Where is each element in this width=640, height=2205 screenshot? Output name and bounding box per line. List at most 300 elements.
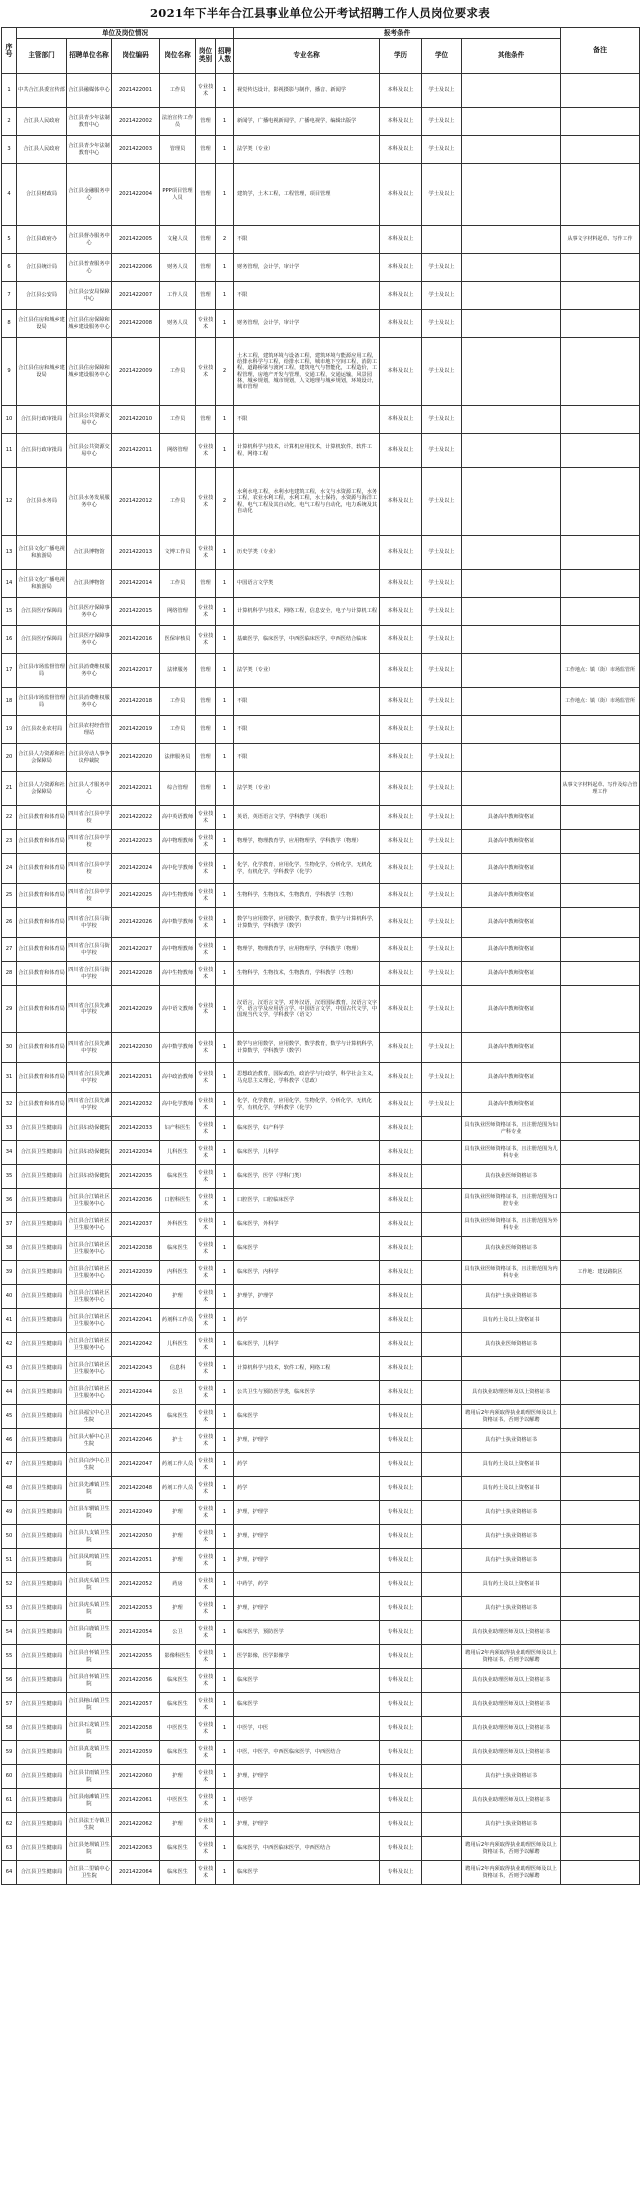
cell-seq: 49: [2, 1501, 17, 1525]
cell-seq: 44: [2, 1381, 17, 1405]
cell-num: 1: [216, 310, 234, 338]
cell-num: 1: [216, 108, 234, 136]
cell-major: 药学: [234, 1309, 380, 1333]
cell-code: 2021422020: [112, 744, 160, 772]
cell-degree: [422, 1549, 462, 1573]
table-row: [2, 1063, 640, 1093]
table-row: [2, 688, 640, 716]
cell-code: 2021422007: [112, 282, 160, 310]
cell-major: 临床医学，外科学: [234, 1213, 380, 1237]
cell-unit: 合江县自怀镇卫生院: [67, 1645, 112, 1669]
cell-edu: 本科及以上: [380, 626, 422, 654]
cell-degree: 学士及以上: [422, 108, 462, 136]
table-row: [2, 1717, 640, 1741]
cell-seq: 50: [2, 1525, 17, 1549]
cell-dept: 合江县卫生健康局: [17, 1789, 67, 1813]
cell-degree: 学士及以上: [422, 1063, 462, 1093]
table-row: [2, 1669, 640, 1693]
cell-other: 具备高中教师资格证: [462, 884, 561, 908]
cell-unit: 合江县榕山镇卫生院: [67, 1693, 112, 1717]
cell-other: 具备高中教师资格证: [462, 806, 561, 830]
table-row: [2, 1405, 640, 1429]
cell-notes: [561, 1237, 640, 1261]
cell-degree: 学士及以上: [422, 406, 462, 434]
cell-post: 高中数学教师: [160, 1033, 196, 1063]
cell-degree: 学士及以上: [422, 806, 462, 830]
cell-ptype: 专业技术: [196, 1141, 216, 1165]
cell-other: 具有执业助理医师及以上资格证书: [462, 1717, 561, 1741]
cell-other: 具有执业医师资格证书，且注册范围为口腔专业: [462, 1189, 561, 1213]
cell-post: 临床医生: [160, 1861, 196, 1885]
cell-other: 聘用后2年内须取得执业助理医师及以上资格证书，否则予以解聘: [462, 1405, 561, 1429]
cell-unit: 合江县妇幼保健院: [67, 1165, 112, 1189]
cell-dept: 合江县人力资源和社会保障局: [17, 772, 67, 806]
job-requirements-table: [1, 27, 640, 1885]
cell-seq: 34: [2, 1141, 17, 1165]
cell-num: 1: [216, 688, 234, 716]
table-row: [2, 1573, 640, 1597]
cell-major: 数学与应用数学，应用数学，数学教育，数学与计算机科学，计算数学，学科教学（数学）: [234, 908, 380, 938]
cell-other: 具有药士及以上资格证书: [462, 1453, 561, 1477]
cell-post: 法治宣传工作员: [160, 108, 196, 136]
cell-other: [462, 1357, 561, 1381]
cell-num: 1: [216, 716, 234, 744]
cell-edu: 本科及以上: [380, 1189, 422, 1213]
cell-num: 1: [216, 1237, 234, 1261]
cell-code: 2021422005: [112, 226, 160, 254]
cell-major: 化学，化学教育，应用化学，生物化学，分析化学，无机化学，有机化学，学科教学（化学）: [234, 1093, 380, 1117]
cell-ptype: 专业技术: [196, 938, 216, 962]
cell-code: 2021422058: [112, 1717, 160, 1741]
cell-notes: [561, 406, 640, 434]
table-row: [2, 1741, 640, 1765]
cell-notes: [561, 1285, 640, 1309]
cell-code: 2021422031: [112, 1063, 160, 1093]
col-header-num: 招聘人数: [216, 39, 234, 74]
cell-seq: 42: [2, 1333, 17, 1357]
cell-ptype: 专业技术: [196, 884, 216, 908]
cell-num: 1: [216, 1333, 234, 1357]
cell-other: 具备高中教师资格证: [462, 1033, 561, 1063]
cell-notes: [561, 716, 640, 744]
cell-code: 2021422039: [112, 1261, 160, 1285]
cell-num: 1: [216, 626, 234, 654]
cell-code: 2021422048: [112, 1477, 160, 1501]
cell-edu: 专科及以上: [380, 1765, 422, 1789]
cell-dept: 合江县水务局: [17, 468, 67, 536]
cell-degree: 学士及以上: [422, 1033, 462, 1063]
cell-code: 2021422014: [112, 570, 160, 598]
cell-notes: [561, 164, 640, 226]
cell-notes: [561, 908, 640, 938]
table-row: [2, 908, 640, 938]
cell-major: 中医学: [234, 1789, 380, 1813]
cell-major: 法学类（专业）: [234, 772, 380, 806]
cell-notes: [561, 1813, 640, 1837]
cell-edu: 专科及以上: [380, 1645, 422, 1669]
cell-notes: [561, 884, 640, 908]
cell-num: 1: [216, 570, 234, 598]
cell-post: 高中语文教师: [160, 986, 196, 1033]
cell-post: 财务人员: [160, 254, 196, 282]
cell-num: 1: [216, 1621, 234, 1645]
cell-num: 1: [216, 1165, 234, 1189]
table-row: [2, 654, 640, 688]
cell-degree: 学士及以上: [422, 626, 462, 654]
cell-code: 2021422009: [112, 338, 160, 406]
cell-num: 1: [216, 1861, 234, 1885]
cell-dept: 合江县教育和体育局: [17, 962, 67, 986]
cell-post: 管理员: [160, 136, 196, 164]
cell-edu: 本科及以上: [380, 1213, 422, 1237]
cell-major: 英语，英语语言文学，学科教学（英语）: [234, 806, 380, 830]
cell-major: 护理，护理学: [234, 1549, 380, 1573]
cell-degree: 学士及以上: [422, 908, 462, 938]
cell-other: 具备高中教师资格证: [462, 962, 561, 986]
table-row: [2, 1189, 640, 1213]
cell-code: 2021422003: [112, 136, 160, 164]
cell-ptype: 专业技术: [196, 1333, 216, 1357]
cell-edu: 本科及以上: [380, 716, 422, 744]
cell-post: 公卫: [160, 1621, 196, 1645]
cell-ptype: 专业技术: [196, 1813, 216, 1837]
cell-code: 2021422025: [112, 884, 160, 908]
cell-ptype: 管理: [196, 164, 216, 226]
cell-seq: 48: [2, 1477, 17, 1501]
cell-unit: 合江县真龙镇卫生院: [67, 1741, 112, 1765]
cell-notes: [561, 1063, 640, 1093]
cell-ptype: 专业技术: [196, 598, 216, 626]
cell-unit: 合江县医疗保障事务中心: [67, 598, 112, 626]
cell-ptype: 专业技术: [196, 1669, 216, 1693]
cell-major: 公共卫生与预防医学类，临床医学: [234, 1381, 380, 1405]
cell-edu: 本科及以上: [380, 136, 422, 164]
cell-seq: 37: [2, 1213, 17, 1237]
cell-post: 护理: [160, 1813, 196, 1837]
cell-num: 1: [216, 1309, 234, 1333]
cell-other: 具有药士及以上资格证书: [462, 1309, 561, 1333]
cell-code: 2021422042: [112, 1333, 160, 1357]
cell-ptype: 管理: [196, 282, 216, 310]
cell-major: 临床医学: [234, 1669, 380, 1693]
cell-ptype: 专业技术: [196, 1837, 216, 1861]
cell-degree: 学士及以上: [422, 536, 462, 570]
cell-ptype: 专业技术: [196, 1285, 216, 1309]
cell-num: 1: [216, 1693, 234, 1717]
cell-other: [462, 406, 561, 434]
cell-other: [462, 338, 561, 406]
table-row: [2, 406, 640, 434]
cell-edu: 本科及以上: [380, 310, 422, 338]
col-header-major: 专业名称: [234, 39, 380, 74]
cell-code: 2021422034: [112, 1141, 160, 1165]
cell-notes: [561, 1309, 640, 1333]
table-row: [2, 310, 640, 338]
cell-seq: 21: [2, 772, 17, 806]
cell-dept: 合江县卫生健康局: [17, 1333, 67, 1357]
cell-post: 临床医生: [160, 1165, 196, 1189]
cell-notes: 工作地点：镇（街）市场监管所: [561, 654, 640, 688]
cell-unit: 合江县甘雨镇卫生院: [67, 1765, 112, 1789]
cell-seq: 12: [2, 468, 17, 536]
cell-num: 1: [216, 1453, 234, 1477]
cell-seq: 24: [2, 854, 17, 884]
cell-dept: 合江县教育和体育局: [17, 830, 67, 854]
cell-notes: [561, 1453, 640, 1477]
cell-post: 工作人员: [160, 282, 196, 310]
cell-major: 临床医学，妇产科学: [234, 1117, 380, 1141]
cell-code: 2021422062: [112, 1813, 160, 1837]
cell-code: 2021422027: [112, 938, 160, 962]
cell-post: 中医医生: [160, 1789, 196, 1813]
cell-code: 2021422033: [112, 1117, 160, 1141]
cell-code: 2021422012: [112, 468, 160, 536]
cell-major: 临床医学: [234, 1405, 380, 1429]
cell-edu: 本科及以上: [380, 468, 422, 536]
cell-major: 药学: [234, 1453, 380, 1477]
group-header-unit-info: 单位及岗位情况: [17, 28, 234, 39]
cell-ptype: 专业技术: [196, 1093, 216, 1117]
cell-notes: [561, 1789, 640, 1813]
cell-unit: 合江县虎头镇卫生院: [67, 1573, 112, 1597]
cell-notes: [561, 1405, 640, 1429]
cell-unit: 合江县公共资源交易中心: [67, 406, 112, 434]
cell-unit: 合江县虎头镇卫生院: [67, 1597, 112, 1621]
cell-seq: 51: [2, 1549, 17, 1573]
cell-seq: 56: [2, 1669, 17, 1693]
cell-major: 临床医学: [234, 1237, 380, 1261]
cell-ptype: 专业技术: [196, 1213, 216, 1237]
cell-notes: [561, 74, 640, 108]
cell-edu: 本科及以上: [380, 1309, 422, 1333]
col-header-edu: 学历: [380, 39, 422, 74]
cell-seq: 16: [2, 626, 17, 654]
cell-degree: [422, 1453, 462, 1477]
cell-edu: 本科及以上: [380, 884, 422, 908]
cell-major: 计算机科学与技术，网络工程，信息安全，电子与计算机工程: [234, 598, 380, 626]
cell-post: 工作员: [160, 338, 196, 406]
cell-dept: 合江县医疗保障局: [17, 626, 67, 654]
cell-dept: 合江县教育和体育局: [17, 986, 67, 1033]
cell-notes: [561, 1213, 640, 1237]
cell-major: 临床医学: [234, 1693, 380, 1717]
cell-ptype: 管理: [196, 254, 216, 282]
cell-code: 2021422021: [112, 772, 160, 806]
cell-seq: 46: [2, 1429, 17, 1453]
cell-major: 生物科学，生物技术，生物教育，学科教学（生物）: [234, 962, 380, 986]
cell-post: 外科医生: [160, 1213, 196, 1237]
cell-post: 临床医生: [160, 1405, 196, 1429]
cell-num: 1: [216, 1813, 234, 1837]
cell-notes: [561, 136, 640, 164]
cell-post: 临床医生: [160, 1741, 196, 1765]
cell-dept: 合江县卫生健康局: [17, 1765, 67, 1789]
cell-ptype: 专业技术: [196, 1525, 216, 1549]
cell-seq: 45: [2, 1405, 17, 1429]
cell-major: 口腔医学，口腔临床医学: [234, 1189, 380, 1213]
cell-notes: [561, 1165, 640, 1189]
cell-notes: [561, 338, 640, 406]
cell-num: 1: [216, 830, 234, 854]
cell-degree: 学士及以上: [422, 716, 462, 744]
cell-unit: 合江县博物馆: [67, 536, 112, 570]
cell-notes: 工作地点：镇（街）市场监管所: [561, 688, 640, 716]
cell-post: 高中化学教师: [160, 1093, 196, 1117]
cell-major: 汉语言，汉语言文学，对外汉语，汉语国际教育，汉语言文字学，语言学及应用语言学，中国语言文学，中国古代文学，中国现当代文学，学科教学（语文）: [234, 986, 380, 1033]
cell-dept: 合江县市场监督管理局: [17, 688, 67, 716]
cell-degree: [422, 1213, 462, 1237]
cell-edu: 专科及以上: [380, 1453, 422, 1477]
cell-other: 具有护士执业资格证书: [462, 1549, 561, 1573]
cell-post: PPP项目管理人员: [160, 164, 196, 226]
cell-post: 临床医生: [160, 1693, 196, 1717]
col-header-notes: 备注: [561, 28, 640, 74]
cell-edu: 专科及以上: [380, 1693, 422, 1717]
cell-other: [462, 598, 561, 626]
cell-notes: 工作地：建设路院区: [561, 1261, 640, 1285]
cell-other: 具备高中教师资格证: [462, 854, 561, 884]
cell-unit: 四川省合江县先滩中学校: [67, 1093, 112, 1117]
cell-seq: 53: [2, 1597, 17, 1621]
cell-code: 2021422061: [112, 1789, 160, 1813]
table-row: [2, 226, 640, 254]
cell-major: 财务管理，会计学，审计学: [234, 254, 380, 282]
cell-notes: [561, 1189, 640, 1213]
cell-notes: [561, 1141, 640, 1165]
cell-dept: 合江县教育和体育局: [17, 1033, 67, 1063]
cell-num: 1: [216, 1405, 234, 1429]
cell-ptype: 管理: [196, 688, 216, 716]
cell-other: 具有护士执业资格证书: [462, 1765, 561, 1789]
cell-seq: 22: [2, 806, 17, 830]
cell-other: [462, 716, 561, 744]
cell-seq: 25: [2, 884, 17, 908]
cell-edu: 本科及以上: [380, 1063, 422, 1093]
cell-seq: 11: [2, 434, 17, 468]
cell-major: 护理，护理学: [234, 1525, 380, 1549]
cell-degree: 学士及以上: [422, 598, 462, 626]
cell-ptype: 专业技术: [196, 1309, 216, 1333]
cell-dept: 合江县卫生健康局: [17, 1309, 67, 1333]
cell-other: 具有执业助理医师及以上资格证书: [462, 1741, 561, 1765]
cell-edu: 本科及以上: [380, 908, 422, 938]
cell-degree: [422, 1285, 462, 1309]
cell-notes: [561, 1093, 640, 1117]
cell-unit: 合江县水务发展服务中心: [67, 468, 112, 536]
cell-dept: 合江县农业农村局: [17, 716, 67, 744]
cell-ptype: 专业技术: [196, 1165, 216, 1189]
cell-major: 临床医学，儿科学: [234, 1141, 380, 1165]
cell-unit: 合江县九支镇卫生院: [67, 1525, 112, 1549]
cell-dept: 合江县行政审批局: [17, 406, 67, 434]
cell-seq: 38: [2, 1237, 17, 1261]
cell-code: 2021422026: [112, 908, 160, 938]
cell-code: 2021422018: [112, 688, 160, 716]
cell-seq: 19: [2, 716, 17, 744]
cell-dept: 合江县卫生健康局: [17, 1525, 67, 1549]
cell-dept: 合江县教育和体育局: [17, 884, 67, 908]
cell-dept: 合江县卫生健康局: [17, 1117, 67, 1141]
col-header-degree: 学位: [422, 39, 462, 74]
cell-seq: 2: [2, 108, 17, 136]
cell-unit: 合江县南滩镇卫生院: [67, 1789, 112, 1813]
cell-edu: 本科及以上: [380, 74, 422, 108]
cell-major: 中医，中医学，中西医临床医学，中西医结合: [234, 1741, 380, 1765]
cell-major: 临床医学: [234, 1861, 380, 1885]
cell-ptype: 专业技术: [196, 1477, 216, 1501]
table-row: [2, 1597, 640, 1621]
cell-edu: 本科及以上: [380, 1333, 422, 1357]
cell-code: 2021422050: [112, 1525, 160, 1549]
cell-degree: 学士及以上: [422, 254, 462, 282]
table-row: [2, 1237, 640, 1261]
cell-major: 历史学类（专业）: [234, 536, 380, 570]
cell-other: [462, 570, 561, 598]
cell-degree: [422, 1357, 462, 1381]
cell-num: 1: [216, 1213, 234, 1237]
cell-post: 儿科医生: [160, 1333, 196, 1357]
cell-degree: [422, 1837, 462, 1861]
cell-seq: 9: [2, 338, 17, 406]
cell-edu: 专科及以上: [380, 1813, 422, 1837]
col-header-seq: 序号: [2, 28, 17, 74]
cell-edu: 本科及以上: [380, 282, 422, 310]
cell-other: [462, 536, 561, 570]
cell-seq: 55: [2, 1645, 17, 1669]
cell-dept: 合江县人力资源和社会保障局: [17, 744, 67, 772]
cell-ptype: 专业技术: [196, 1693, 216, 1717]
cell-edu: 专科及以上: [380, 1477, 422, 1501]
cell-code: 2021422054: [112, 1621, 160, 1645]
cell-edu: 本科及以上: [380, 1141, 422, 1165]
cell-unit: 合江县先滩镇卫生院: [67, 1477, 112, 1501]
table-row: [2, 626, 640, 654]
cell-other: 具有执业助理医师及以上资格证书: [462, 1693, 561, 1717]
cell-ptype: 专业技术: [196, 908, 216, 938]
cell-ptype: 管理: [196, 226, 216, 254]
cell-post: 临床医生: [160, 1237, 196, 1261]
cell-major: 水利水电工程，水利水电建筑工程，水文与水资源工程，水务工程，农业水利工程，水利工程，水土保持，水资源与海洋工程，电气工程及其自动化，电气工程与自动化，电力系统及其自动化: [234, 468, 380, 536]
cell-dept: 合江县市场监督管理局: [17, 654, 67, 688]
cell-other: [462, 108, 561, 136]
table-row: [2, 1621, 640, 1645]
cell-num: 1: [216, 1429, 234, 1453]
cell-degree: 学士及以上: [422, 772, 462, 806]
cell-other: [462, 254, 561, 282]
cell-other: [462, 282, 561, 310]
cell-dept: 合江县卫生健康局: [17, 1357, 67, 1381]
cell-dept: 合江县财政局: [17, 164, 67, 226]
cell-other: [462, 654, 561, 688]
cell-unit: 合江县公安局保障中心: [67, 282, 112, 310]
cell-edu: 本科及以上: [380, 1237, 422, 1261]
cell-seq: 29: [2, 986, 17, 1033]
cell-num: 1: [216, 1717, 234, 1741]
cell-post: 护理: [160, 1597, 196, 1621]
cell-major: 不限: [234, 406, 380, 434]
cell-unit: 合江县妇幼保健院: [67, 1117, 112, 1141]
table-row: [2, 1477, 640, 1501]
cell-dept: 合江县卫生健康局: [17, 1669, 67, 1693]
cell-edu: 本科及以上: [380, 338, 422, 406]
cell-post: 护理: [160, 1285, 196, 1309]
cell-ptype: 专业技术: [196, 830, 216, 854]
table-row: [2, 772, 640, 806]
cell-num: 1: [216, 938, 234, 962]
cell-dept: 合江县卫生健康局: [17, 1189, 67, 1213]
cell-ptype: 专业技术: [196, 536, 216, 570]
cell-major: 数学与应用数学，应用数学，数学教育，数学与计算机科学，计算数学，学科教学（数学）: [234, 1033, 380, 1063]
